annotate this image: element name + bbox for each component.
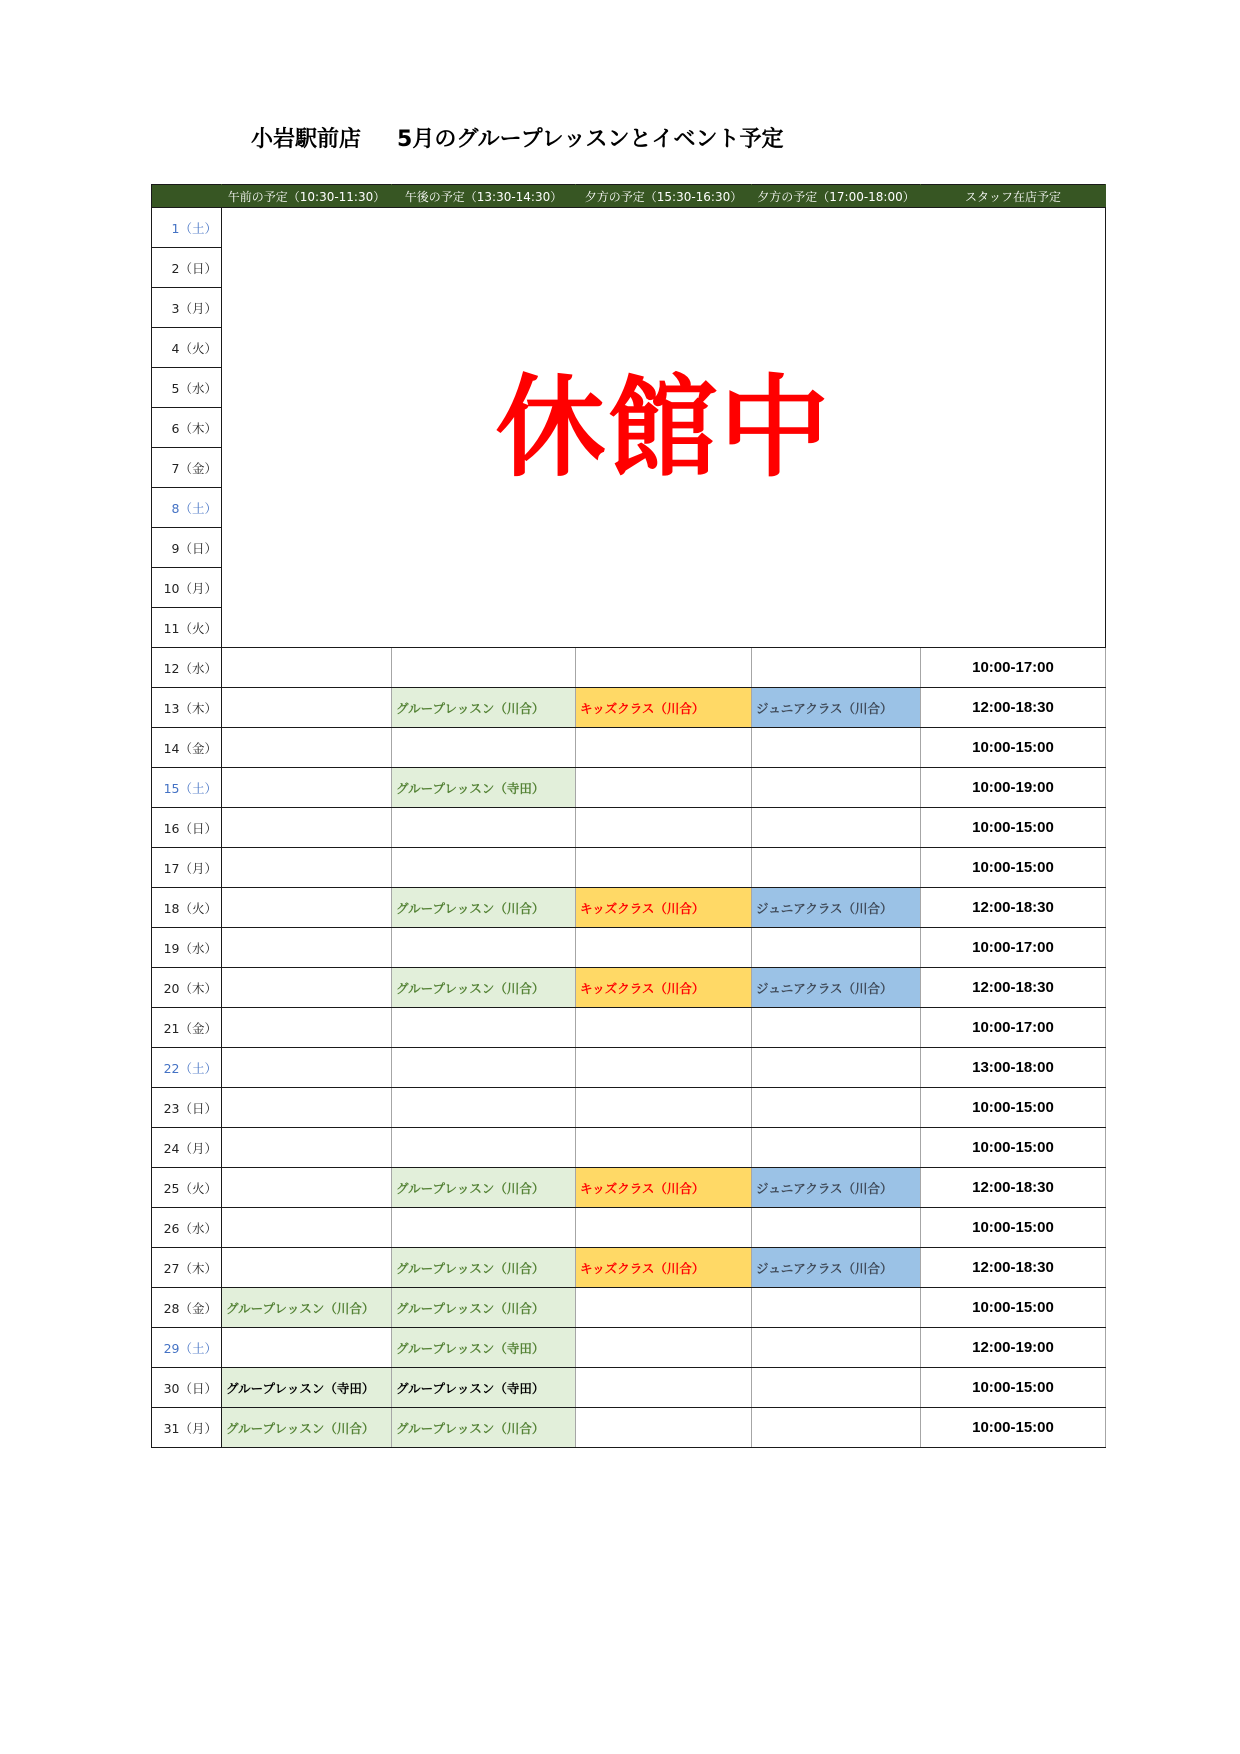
date-cell: 28（金） bbox=[152, 1288, 222, 1328]
staff-hours-cell: 10:00-15:00 bbox=[921, 1088, 1106, 1128]
date-cell: 21（金） bbox=[152, 1008, 222, 1048]
date-cell: 5（水） bbox=[152, 368, 222, 408]
header-date bbox=[152, 185, 222, 208]
date-cell: 22（土） bbox=[152, 1048, 222, 1088]
date-cell: 25（火） bbox=[152, 1168, 222, 1208]
evening-late-slot bbox=[752, 1328, 921, 1368]
date-cell: 16（日） bbox=[152, 808, 222, 848]
date-cell: 31（月） bbox=[152, 1408, 222, 1448]
staff-hours-cell: 10:00-17:00 bbox=[921, 928, 1106, 968]
afternoon-slot bbox=[392, 1128, 576, 1168]
day-row bbox=[152, 1208, 1106, 1248]
staff-hours-cell: 12:00-18:30 bbox=[921, 1248, 1106, 1288]
date-cell: 23（日） bbox=[152, 1088, 222, 1128]
staff-hours-cell: 12:00-19:00 bbox=[921, 1328, 1106, 1368]
afternoon-slot bbox=[392, 648, 576, 688]
evening-early-slot bbox=[576, 928, 752, 968]
evening-early-slot bbox=[576, 1008, 752, 1048]
staff-hours-cell: 10:00-15:00 bbox=[921, 1408, 1106, 1448]
staff-hours-cell: 10:00-15:00 bbox=[921, 1368, 1106, 1408]
junior-class-cell: ジュニアクラス（川合） bbox=[752, 888, 921, 928]
header-morning: 午前の予定（10:30-11:30） bbox=[222, 185, 392, 208]
group-lesson-cell: グループレッスン（寺田） bbox=[392, 768, 576, 808]
date-cell: 27（木） bbox=[152, 1248, 222, 1288]
morning-slot bbox=[222, 1048, 392, 1088]
evening-late-slot bbox=[752, 1208, 921, 1248]
afternoon-slot bbox=[392, 848, 576, 888]
group-lesson-cell: グループレッスン（川合） bbox=[392, 688, 576, 728]
staff-hours-cell: 10:00-17:00 bbox=[921, 648, 1106, 688]
afternoon-slot bbox=[392, 808, 576, 848]
evening-late-slot bbox=[752, 1128, 921, 1168]
morning-slot bbox=[222, 1088, 392, 1128]
staff-hours-cell: 12:00-18:30 bbox=[921, 968, 1106, 1008]
junior-class-cell: ジュニアクラス（川合） bbox=[752, 1168, 921, 1208]
date-cell: 15（土） bbox=[152, 768, 222, 808]
morning-slot bbox=[222, 688, 392, 728]
staff-hours-cell: 12:00-18:30 bbox=[921, 1168, 1106, 1208]
evening-early-slot bbox=[576, 1088, 752, 1128]
evening-late-slot bbox=[752, 1048, 921, 1088]
day-row bbox=[152, 1408, 1106, 1448]
header-afternoon: 午後の予定（13:30-14:30） bbox=[392, 185, 576, 208]
evening-late-slot bbox=[752, 768, 921, 808]
day-row bbox=[152, 1008, 1106, 1048]
junior-class-cell: ジュニアクラス（川合） bbox=[752, 688, 921, 728]
evening-early-slot bbox=[576, 848, 752, 888]
morning-slot bbox=[222, 1208, 392, 1248]
staff-hours-cell: 13:00-18:00 bbox=[921, 1048, 1106, 1088]
evening-early-slot bbox=[576, 768, 752, 808]
group-lesson-cell: グループレッスン（川合） bbox=[222, 1288, 392, 1328]
evening-late-slot bbox=[752, 928, 921, 968]
date-cell: 10（月） bbox=[152, 568, 222, 608]
evening-early-slot bbox=[576, 1328, 752, 1368]
day-row bbox=[152, 968, 1106, 1008]
date-cell: 4（火） bbox=[152, 328, 222, 368]
group-lesson-cell: グループレッスン（寺田） bbox=[222, 1368, 392, 1408]
afternoon-slot bbox=[392, 928, 576, 968]
group-lesson-cell: グループレッスン（川合） bbox=[392, 968, 576, 1008]
date-cell: 6（木） bbox=[152, 408, 222, 448]
morning-slot bbox=[222, 808, 392, 848]
date-cell: 12（水） bbox=[152, 648, 222, 688]
evening-late-slot bbox=[752, 848, 921, 888]
day-row bbox=[152, 928, 1106, 968]
day-row bbox=[152, 1048, 1106, 1088]
day-row bbox=[152, 1248, 1106, 1288]
evening-early-slot bbox=[576, 728, 752, 768]
page-title bbox=[251, 127, 783, 153]
staff-hours-cell: 10:00-15:00 bbox=[921, 808, 1106, 848]
day-row bbox=[152, 1128, 1106, 1168]
afternoon-slot bbox=[392, 1048, 576, 1088]
morning-slot bbox=[222, 1248, 392, 1288]
evening-early-slot bbox=[576, 1048, 752, 1088]
morning-slot bbox=[222, 728, 392, 768]
junior-class-cell: ジュニアクラス（川合） bbox=[752, 968, 921, 1008]
day-row bbox=[152, 1288, 1106, 1328]
kids-class-cell: キッズクラス（川合） bbox=[576, 1168, 752, 1208]
date-cell: 3（月） bbox=[152, 288, 222, 328]
afternoon-slot bbox=[392, 1088, 576, 1128]
date-cell: 24（月） bbox=[152, 1128, 222, 1168]
evening-late-slot bbox=[752, 1408, 921, 1448]
day-row bbox=[152, 648, 1106, 688]
day-row bbox=[152, 1168, 1106, 1208]
morning-slot bbox=[222, 848, 392, 888]
evening-late-slot bbox=[752, 1368, 921, 1408]
evening-late-slot bbox=[752, 1088, 921, 1128]
date-cell: 30（日） bbox=[152, 1368, 222, 1408]
day-row bbox=[152, 1088, 1106, 1128]
staff-hours-cell: 10:00-17:00 bbox=[921, 1008, 1106, 1048]
day-row bbox=[152, 808, 1106, 848]
staff-hours-cell: 10:00-15:00 bbox=[921, 1288, 1106, 1328]
date-cell: 7（金） bbox=[152, 448, 222, 488]
date-cell: 26（水） bbox=[152, 1208, 222, 1248]
schedule-table bbox=[151, 184, 1106, 1448]
kids-class-cell: キッズクラス（川合） bbox=[576, 888, 752, 928]
date-cell: 29（土） bbox=[152, 1328, 222, 1368]
group-lesson-cell: グループレッスン（川合） bbox=[222, 1408, 392, 1448]
day-row bbox=[152, 688, 1106, 728]
morning-slot bbox=[222, 1328, 392, 1368]
morning-slot bbox=[222, 888, 392, 928]
evening-early-slot bbox=[576, 1128, 752, 1168]
evening-early-slot bbox=[576, 1368, 752, 1408]
afternoon-slot bbox=[392, 728, 576, 768]
staff-hours-cell: 10:00-15:00 bbox=[921, 848, 1106, 888]
staff-hours-cell: 10:00-15:00 bbox=[921, 728, 1106, 768]
store-name: 小岩駅前店 bbox=[251, 127, 362, 152]
day-row bbox=[152, 1328, 1106, 1368]
date-cell: 13（木） bbox=[152, 688, 222, 728]
morning-slot bbox=[222, 1008, 392, 1048]
kids-class-cell: キッズクラス（川合） bbox=[576, 1248, 752, 1288]
header-row bbox=[152, 185, 1106, 208]
morning-slot bbox=[222, 768, 392, 808]
date-cell: 17（月） bbox=[152, 848, 222, 888]
date-cell: 19（水） bbox=[152, 928, 222, 968]
header-evening-late: 夕方の予定（17:00-18:00） bbox=[752, 185, 921, 208]
morning-slot bbox=[222, 968, 392, 1008]
date-cell: 18（火） bbox=[152, 888, 222, 928]
morning-slot bbox=[222, 1168, 392, 1208]
day-row bbox=[152, 1368, 1106, 1408]
evening-late-slot bbox=[752, 1288, 921, 1328]
closed-notice-text: 休館中 bbox=[495, 363, 832, 492]
group-lesson-cell: グループレッスン（寺田） bbox=[392, 1328, 576, 1368]
date-cell: 20（木） bbox=[152, 968, 222, 1008]
group-lesson-cell: グループレッスン（寺田） bbox=[392, 1368, 576, 1408]
day-row bbox=[152, 848, 1106, 888]
group-lesson-cell: グループレッスン（川合） bbox=[392, 888, 576, 928]
date-cell: 9（日） bbox=[152, 528, 222, 568]
evening-early-slot bbox=[576, 1288, 752, 1328]
morning-slot bbox=[222, 648, 392, 688]
staff-hours-cell: 12:00-18:30 bbox=[921, 688, 1106, 728]
schedule-title: 5月のグループレッスンとイベント予定 bbox=[397, 127, 784, 152]
afternoon-slot bbox=[392, 1008, 576, 1048]
group-lesson-cell: グループレッスン（川合） bbox=[392, 1168, 576, 1208]
staff-hours-cell: 10:00-19:00 bbox=[921, 768, 1106, 808]
evening-late-slot bbox=[752, 1008, 921, 1048]
date-cell: 8（土） bbox=[152, 488, 222, 528]
date-cell: 1（土） bbox=[152, 208, 222, 248]
schedule-body bbox=[152, 208, 1106, 1448]
day-row bbox=[152, 888, 1106, 928]
evening-early-slot bbox=[576, 648, 752, 688]
evening-late-slot bbox=[752, 728, 921, 768]
date-cell: 2（日） bbox=[152, 248, 222, 288]
header-evening-early: 夕方の予定（15:30-16:30） bbox=[576, 185, 752, 208]
group-lesson-cell: グループレッスン（川合） bbox=[392, 1248, 576, 1288]
header-staff: スタッフ在店予定 bbox=[921, 185, 1106, 208]
afternoon-slot bbox=[392, 1208, 576, 1248]
morning-slot bbox=[222, 1128, 392, 1168]
day-row bbox=[152, 768, 1106, 808]
closed-notice-cell bbox=[222, 208, 1106, 648]
day-row bbox=[152, 208, 1106, 248]
staff-hours-cell: 12:00-18:30 bbox=[921, 888, 1106, 928]
evening-early-slot bbox=[576, 808, 752, 848]
date-cell: 11（火） bbox=[152, 608, 222, 648]
morning-slot bbox=[222, 928, 392, 968]
staff-hours-cell: 10:00-15:00 bbox=[921, 1128, 1106, 1168]
kids-class-cell: キッズクラス（川合） bbox=[576, 688, 752, 728]
day-row bbox=[152, 728, 1106, 768]
kids-class-cell: キッズクラス（川合） bbox=[576, 968, 752, 1008]
evening-early-slot bbox=[576, 1408, 752, 1448]
evening-late-slot bbox=[752, 648, 921, 688]
group-lesson-cell: グループレッスン（川合） bbox=[392, 1408, 576, 1448]
group-lesson-cell: グループレッスン（川合） bbox=[392, 1288, 576, 1328]
date-cell: 14（金） bbox=[152, 728, 222, 768]
junior-class-cell: ジュニアクラス（川合） bbox=[752, 1248, 921, 1288]
evening-early-slot bbox=[576, 1208, 752, 1248]
staff-hours-cell: 10:00-15:00 bbox=[921, 1208, 1106, 1248]
evening-late-slot bbox=[752, 808, 921, 848]
